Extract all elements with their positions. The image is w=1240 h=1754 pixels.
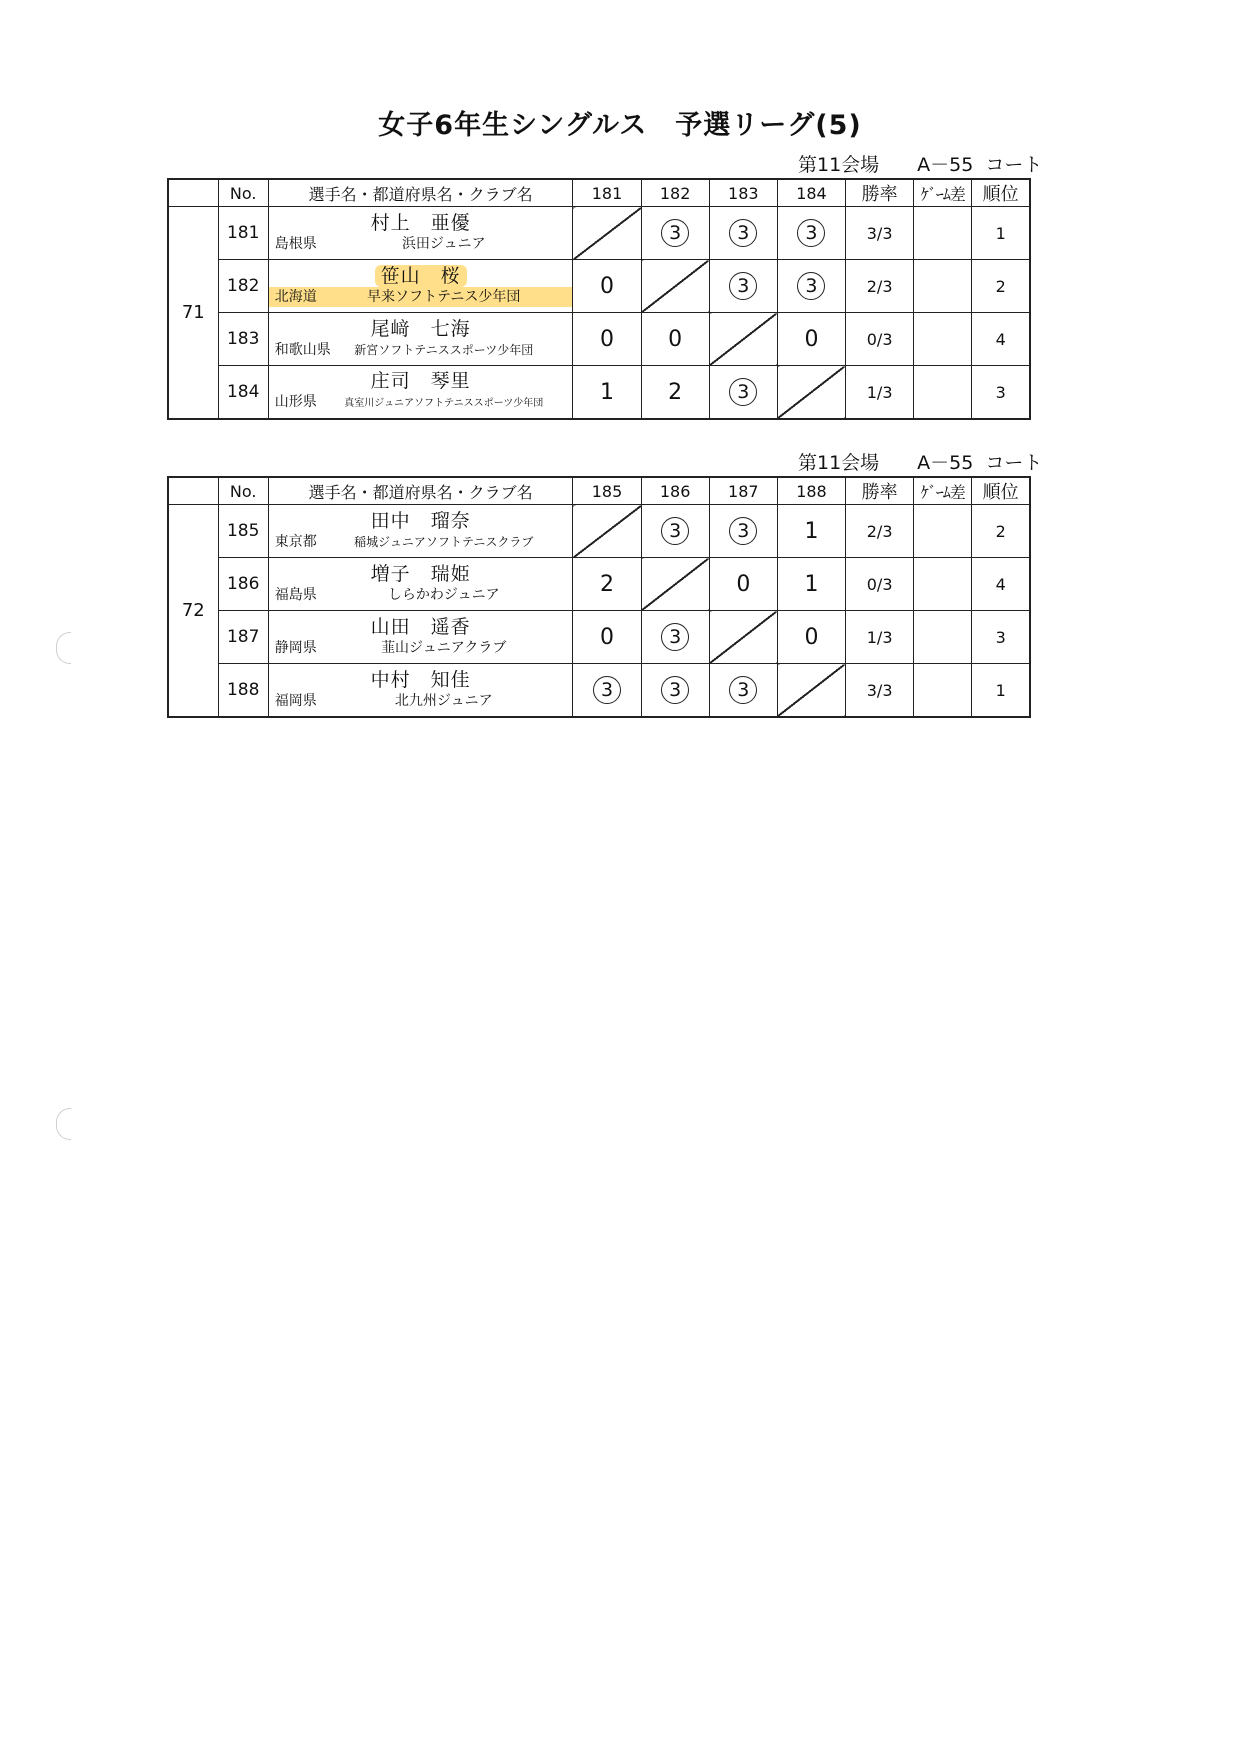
col-header-opponent: 182: [641, 179, 709, 207]
score-win: 3: [661, 517, 689, 545]
score-win: 3: [729, 272, 757, 300]
score-win: 3: [729, 378, 757, 406]
player-prefecture: 山形県: [274, 394, 317, 410]
header-row: [168, 477, 1030, 505]
win-rate: 1/3: [846, 611, 914, 664]
game-diff: [914, 313, 972, 366]
game-diff: [914, 366, 972, 420]
rank: 4: [972, 558, 1030, 611]
player-affiliation: [269, 234, 573, 254]
score-cell: [641, 611, 709, 664]
player-row: [168, 207, 1030, 260]
player-cell: [268, 207, 573, 260]
player-club: 真室川ジュニアソフトテニススポーツ少年団: [344, 398, 544, 409]
score-cell: [777, 611, 845, 664]
col-header-opponent: 186: [641, 477, 709, 505]
score-cell: [573, 313, 641, 366]
player-number: 181: [218, 207, 268, 260]
rank: 3: [972, 366, 1030, 420]
score-cell: [777, 313, 845, 366]
group-header-cell: [168, 179, 218, 207]
score-value: 0: [804, 624, 819, 650]
self-match-cell: [641, 558, 709, 611]
score-cell: [573, 558, 641, 611]
score-win: 3: [729, 219, 757, 247]
game-diff: [914, 207, 972, 260]
league-table: [167, 476, 1031, 718]
player-name: [269, 370, 573, 392]
player-name: [269, 510, 573, 532]
player-club: しらかわジュニア: [387, 587, 500, 603]
player-name: [269, 318, 573, 340]
player-affiliation: [269, 532, 573, 552]
player-row: [168, 260, 1030, 313]
rank: 4: [972, 313, 1030, 366]
rank: 2: [972, 260, 1030, 313]
player-club: 北九州ジュニア: [394, 693, 493, 709]
score-value: 2: [600, 571, 614, 597]
rank: 1: [972, 207, 1030, 260]
score-cell: [777, 558, 845, 611]
player-club: 早来ソフトテニス少年団: [366, 289, 521, 305]
player-affiliation: [269, 287, 573, 307]
col-header-opponent: 183: [709, 179, 777, 207]
player-affiliation: [269, 392, 573, 414]
player-cell: [268, 366, 573, 420]
group-number: 72: [168, 505, 218, 718]
player-row: [168, 664, 1030, 718]
player-affiliation: [269, 638, 573, 658]
group-number: 71: [168, 207, 218, 420]
rank: 3: [972, 611, 1030, 664]
player-name-text: 中村 知佳: [370, 669, 471, 691]
self-match-cell: [573, 207, 641, 260]
col-header-rank: 順位: [972, 179, 1030, 207]
rank: 1: [972, 664, 1030, 718]
player-row: [168, 313, 1030, 366]
player-prefecture: 島根県: [274, 236, 317, 252]
score-value: 0: [600, 624, 614, 650]
win-rate: 1/3: [846, 366, 914, 420]
game-diff: [914, 664, 972, 718]
player-cell: [268, 558, 573, 611]
score-cell: [641, 207, 709, 260]
self-match-cell: [777, 366, 845, 420]
player-club: 新宮ソフトテニススポーツ少年団: [354, 343, 534, 357]
score-cell: [777, 505, 845, 558]
player-affiliation: [269, 340, 573, 360]
player-cell: [268, 505, 573, 558]
rank: 2: [972, 505, 1030, 558]
player-affiliation: [269, 691, 573, 711]
player-row: [168, 558, 1030, 611]
player-prefecture: 福島県: [274, 587, 317, 603]
player-name: [269, 212, 573, 234]
player-club: 韮山ジュニアクラブ: [381, 640, 507, 656]
self-match-cell: [641, 260, 709, 313]
score-win: 3: [797, 219, 825, 247]
player-name-text: 庄司 琴里: [370, 370, 471, 392]
score-value: 0: [600, 326, 614, 352]
score-cell: [573, 260, 641, 313]
col-header-win-rate: 勝率: [846, 179, 914, 207]
score-value: 0: [804, 326, 819, 352]
col-header-game-diff: ｹﾞｰﾑ差: [914, 179, 972, 207]
score-cell: [709, 366, 777, 420]
player-club: 浜田ジュニア: [401, 236, 486, 252]
col-header-opponent: 188: [777, 477, 845, 505]
self-match-cell: [777, 664, 845, 718]
score-cell: [709, 558, 777, 611]
game-diff: [914, 558, 972, 611]
punch-hole-mark: [56, 1108, 71, 1140]
score-value: 1: [804, 518, 819, 544]
player-name-text: 笹山 桜: [375, 265, 467, 287]
score-cell: [641, 313, 709, 366]
score-cell: [573, 366, 641, 420]
player-prefecture: 北海道: [274, 289, 317, 305]
col-header-player: 選手名・都道府県名・クラブ名: [268, 179, 573, 207]
player-number: 185: [218, 505, 268, 558]
self-match-cell: [709, 611, 777, 664]
player-row: [168, 611, 1030, 664]
player-number: 186: [218, 558, 268, 611]
win-rate: 0/3: [846, 558, 914, 611]
player-name: [269, 563, 573, 585]
venue-label: 第11会場 A－55 コート: [798, 154, 1043, 176]
player-name: [269, 616, 573, 638]
score-value: 1: [600, 379, 614, 405]
player-affiliation: [269, 585, 573, 605]
col-header-opponent: 187: [709, 477, 777, 505]
win-rate: 2/3: [846, 260, 914, 313]
player-cell: [268, 611, 573, 664]
score-value: 0: [736, 571, 751, 597]
col-header-rank: 順位: [972, 477, 1030, 505]
score-value: 1: [804, 571, 819, 597]
page-title: 女子6年生シングルス 予選リーグ(5): [378, 110, 862, 141]
score-cell: [709, 260, 777, 313]
col-header-no: No.: [218, 477, 268, 505]
player-name-text: 山田 遥香: [370, 616, 471, 638]
player-number: 187: [218, 611, 268, 664]
game-diff: [914, 260, 972, 313]
col-header-win-rate: 勝率: [846, 477, 914, 505]
player-number: 182: [218, 260, 268, 313]
player-number: 183: [218, 313, 268, 366]
score-cell: [573, 664, 641, 718]
col-header-opponent: 185: [573, 477, 641, 505]
score-cell: [641, 366, 709, 420]
header-row: [168, 179, 1030, 207]
player-prefecture: 東京都: [274, 534, 317, 550]
player-club: 稲城ジュニアソフトテニスクラブ: [354, 535, 534, 549]
score-cell: [777, 207, 845, 260]
player-cell: [268, 664, 573, 718]
player-name-text: 村上 亜優: [370, 212, 471, 234]
win-rate: 2/3: [846, 505, 914, 558]
group-header-cell: [168, 477, 218, 505]
player-prefecture: 静岡県: [274, 640, 317, 656]
col-header-game-diff: ｹﾞｰﾑ差: [914, 477, 972, 505]
self-match-cell: [709, 313, 777, 366]
player-number: 184: [218, 366, 268, 420]
score-cell: [709, 664, 777, 718]
game-diff: [914, 505, 972, 558]
player-name-text: 尾﨑 七海: [370, 318, 471, 340]
score-win: 3: [661, 676, 689, 704]
player-row: [168, 505, 1030, 558]
col-header-player: 選手名・都道府県名・クラブ名: [268, 477, 573, 505]
punch-hole-mark: [56, 632, 71, 664]
score-win: 3: [729, 517, 757, 545]
self-match-cell: [573, 505, 641, 558]
venue-label: 第11会場 A－55 コート: [798, 452, 1043, 474]
score-value: 2: [668, 379, 683, 405]
score-cell: [641, 505, 709, 558]
player-name-text: 増子 瑞姫: [370, 563, 471, 585]
league-table: [167, 178, 1031, 420]
win-rate: 3/3: [846, 664, 914, 718]
score-win: 3: [593, 676, 621, 704]
col-header-opponent: 184: [777, 179, 845, 207]
player-prefecture: 福岡県: [274, 693, 317, 709]
score-win: 3: [661, 623, 689, 651]
player-number: 188: [218, 664, 268, 718]
col-header-no: No.: [218, 179, 268, 207]
player-name: [269, 265, 573, 287]
player-cell: [268, 260, 573, 313]
score-cell: [573, 611, 641, 664]
score-win: 3: [661, 219, 689, 247]
player-row: [168, 366, 1030, 420]
score-cell: [709, 207, 777, 260]
score-value: 0: [668, 326, 683, 352]
win-rate: 3/3: [846, 207, 914, 260]
score-win: 3: [729, 676, 757, 704]
player-name-text: 田中 瑠奈: [370, 510, 471, 532]
score-cell: [709, 505, 777, 558]
score-value: 0: [600, 273, 614, 299]
player-name: [269, 669, 573, 691]
player-prefecture: 和歌山県: [274, 342, 331, 358]
win-rate: 0/3: [846, 313, 914, 366]
score-cell: [641, 664, 709, 718]
game-diff: [914, 611, 972, 664]
score-win: 3: [797, 272, 825, 300]
score-cell: [777, 260, 845, 313]
col-header-opponent: 181: [573, 179, 641, 207]
player-cell: [268, 313, 573, 366]
